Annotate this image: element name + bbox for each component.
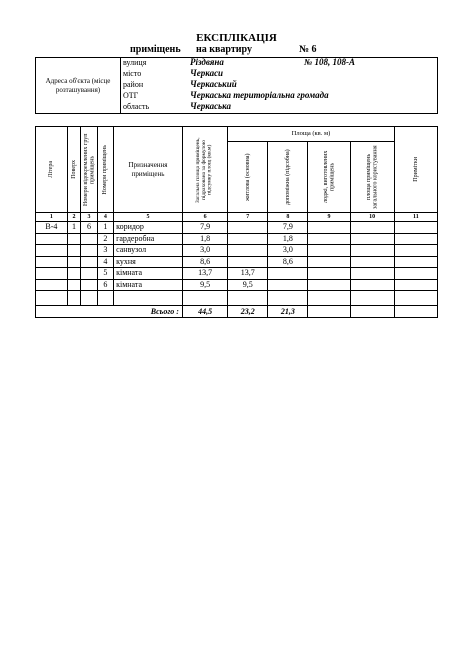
address-value: Черкаська xyxy=(190,101,232,111)
cell-living: 13,7 xyxy=(228,268,268,280)
address-value: Черкаська територіальна громада xyxy=(190,90,329,100)
cell-liter xyxy=(36,291,68,306)
cell-public-use xyxy=(350,233,394,245)
column-number: 1 xyxy=(36,213,68,222)
column-number: 9 xyxy=(308,213,350,222)
cell-liter xyxy=(36,268,68,280)
cell-auxiliary: 3,0 xyxy=(268,245,308,257)
cell-public-use xyxy=(350,256,394,268)
cell-living xyxy=(228,291,268,306)
cell-group xyxy=(81,291,97,306)
cell-living xyxy=(228,256,268,268)
cell-living xyxy=(228,233,268,245)
cell-auxiliary xyxy=(268,291,308,306)
column-number: 10 xyxy=(350,213,394,222)
address-key: ОТГ xyxy=(123,91,139,100)
cell-group xyxy=(81,256,97,268)
cell-purpose: кімната xyxy=(114,268,183,280)
cell-public-use xyxy=(350,279,394,291)
table-row xyxy=(36,245,438,257)
address-key: місто xyxy=(123,69,142,78)
header-notes: Примітки xyxy=(394,127,437,213)
totals-label: Всього : xyxy=(36,306,183,318)
header-room-number: Номери приміщень xyxy=(97,127,113,213)
table-row xyxy=(36,222,438,234)
header-purpose: Призначення приміщень xyxy=(114,127,183,213)
header-liter: Літера xyxy=(36,127,68,213)
cell-public-use xyxy=(350,268,394,280)
header-auxiliary: допоміжна (підсобна) xyxy=(268,142,308,213)
cell-notes xyxy=(394,268,437,280)
cell-other-use xyxy=(308,222,350,234)
address-number: № 108, 108-А xyxy=(304,57,355,67)
address-value: Черкаси xyxy=(190,68,224,78)
table-body xyxy=(36,222,438,306)
column-number: 2 xyxy=(67,213,80,222)
cell-other-use xyxy=(308,256,350,268)
cell-living xyxy=(228,222,268,234)
cell-other-use xyxy=(308,268,350,280)
cell-liter xyxy=(36,256,68,268)
cell-total-area xyxy=(182,291,227,306)
address-row xyxy=(121,91,438,102)
cell-total-area: 13,7 xyxy=(182,268,227,280)
subtitle-apartment: на квартиру xyxy=(196,44,252,55)
header-area-group: Площа (кв. м) xyxy=(228,127,395,142)
cell-floor xyxy=(67,233,80,245)
cell-auxiliary xyxy=(268,268,308,280)
cell-floor xyxy=(67,256,80,268)
cell-notes xyxy=(394,279,437,291)
cell-notes xyxy=(394,256,437,268)
address-row xyxy=(121,69,438,80)
column-number: 4 xyxy=(97,213,113,222)
cell-public-use xyxy=(350,291,394,306)
header-other-use: лоджі, виготовлених приміщень xyxy=(308,142,350,213)
column-number: 3 xyxy=(81,213,97,222)
table-row xyxy=(36,233,438,245)
cell-room: 1 xyxy=(97,222,113,234)
totals-other-use xyxy=(308,306,350,318)
cell-group xyxy=(81,268,97,280)
cell-floor: 1 xyxy=(67,222,80,234)
cell-notes xyxy=(394,245,437,257)
header-public-use: площа приміщень загального користування xyxy=(350,142,394,213)
column-number: 11 xyxy=(394,213,437,222)
cell-floor xyxy=(67,279,80,291)
cell-auxiliary: 1,8 xyxy=(268,233,308,245)
cell-notes xyxy=(394,291,437,306)
address-row xyxy=(121,58,438,70)
totals-auxiliary: 21,3 xyxy=(268,306,308,318)
cell-other-use xyxy=(308,291,350,306)
cell-room: 3 xyxy=(97,245,113,257)
cell-room: 4 xyxy=(97,256,113,268)
address-table xyxy=(35,57,438,114)
explication-table xyxy=(35,126,438,318)
totals-public-use xyxy=(350,306,394,318)
cell-purpose: кухня xyxy=(114,256,183,268)
cell-other-use xyxy=(308,245,350,257)
column-number: 8 xyxy=(268,213,308,222)
cell-liter xyxy=(36,233,68,245)
address-key: район xyxy=(123,80,144,89)
cell-group: 6 xyxy=(81,222,97,234)
cell-notes xyxy=(394,233,437,245)
cell-liter xyxy=(36,245,68,257)
table-row xyxy=(36,268,438,280)
header-floor: Поверх xyxy=(67,127,80,213)
cell-purpose: гардеробна xyxy=(114,233,183,245)
cell-public-use xyxy=(350,222,394,234)
address-value: Черкаський xyxy=(190,79,237,89)
header-total-area: Загальна площа приміщень, підрахована за формулою підсумку площ (кв.м) xyxy=(182,127,227,213)
cell-purpose: коридор xyxy=(114,222,183,234)
cell-room: 2 xyxy=(97,233,113,245)
cell-other-use xyxy=(308,279,350,291)
cell-purpose: санвузол xyxy=(114,245,183,257)
address-key: вулиця xyxy=(123,58,147,67)
column-number: 5 xyxy=(114,213,183,222)
cell-group xyxy=(81,279,97,291)
header-group-number: Номери відокремлених груп приміщень xyxy=(81,127,97,213)
cell-room xyxy=(97,291,113,306)
cell-total-area: 7,9 xyxy=(182,222,227,234)
cell-notes xyxy=(394,222,437,234)
cell-living xyxy=(228,245,268,257)
cell-public-use xyxy=(350,245,394,257)
cell-group xyxy=(81,233,97,245)
cell-group xyxy=(81,245,97,257)
totals-notes xyxy=(394,306,437,318)
header-living: житлова (основна) xyxy=(228,142,268,213)
cell-other-use xyxy=(308,233,350,245)
address-key: область xyxy=(123,102,150,111)
apartment-number: № 6 xyxy=(299,44,317,55)
cell-room: 6 xyxy=(97,279,113,291)
cell-auxiliary: 7,9 xyxy=(268,222,308,234)
table-row xyxy=(36,279,438,291)
column-number: 6 xyxy=(182,213,227,222)
cell-total-area: 8,6 xyxy=(182,256,227,268)
cell-floor xyxy=(67,268,80,280)
cell-total-area: 3,0 xyxy=(182,245,227,257)
totals-row xyxy=(36,306,438,318)
address-row xyxy=(121,102,438,114)
cell-auxiliary: 8,6 xyxy=(268,256,308,268)
document-title: ЕКСПЛІКАЦІЯ xyxy=(196,32,277,44)
cell-total-area: 1,8 xyxy=(182,233,227,245)
cell-liter xyxy=(36,279,68,291)
totals-living: 23,2 xyxy=(228,306,268,318)
address-label: Адреса об'єкта (місце розташування) xyxy=(36,58,121,114)
cell-living: 9,5 xyxy=(228,279,268,291)
subtitle-rooms: приміщень xyxy=(130,44,181,55)
cell-auxiliary xyxy=(268,279,308,291)
column-numbers-row xyxy=(36,213,438,222)
cell-floor xyxy=(67,291,80,306)
column-number: 7 xyxy=(228,213,268,222)
table-row xyxy=(36,291,438,306)
cell-room: 5 xyxy=(97,268,113,280)
cell-liter: В-4 xyxy=(36,222,68,234)
totals-total-area: 44,5 xyxy=(182,306,227,318)
cell-floor xyxy=(67,245,80,257)
address-value: Різдвяна xyxy=(190,57,224,67)
table-row xyxy=(36,256,438,268)
cell-purpose xyxy=(114,291,183,306)
cell-purpose: кімната xyxy=(114,279,183,291)
cell-total-area: 9,5 xyxy=(182,279,227,291)
